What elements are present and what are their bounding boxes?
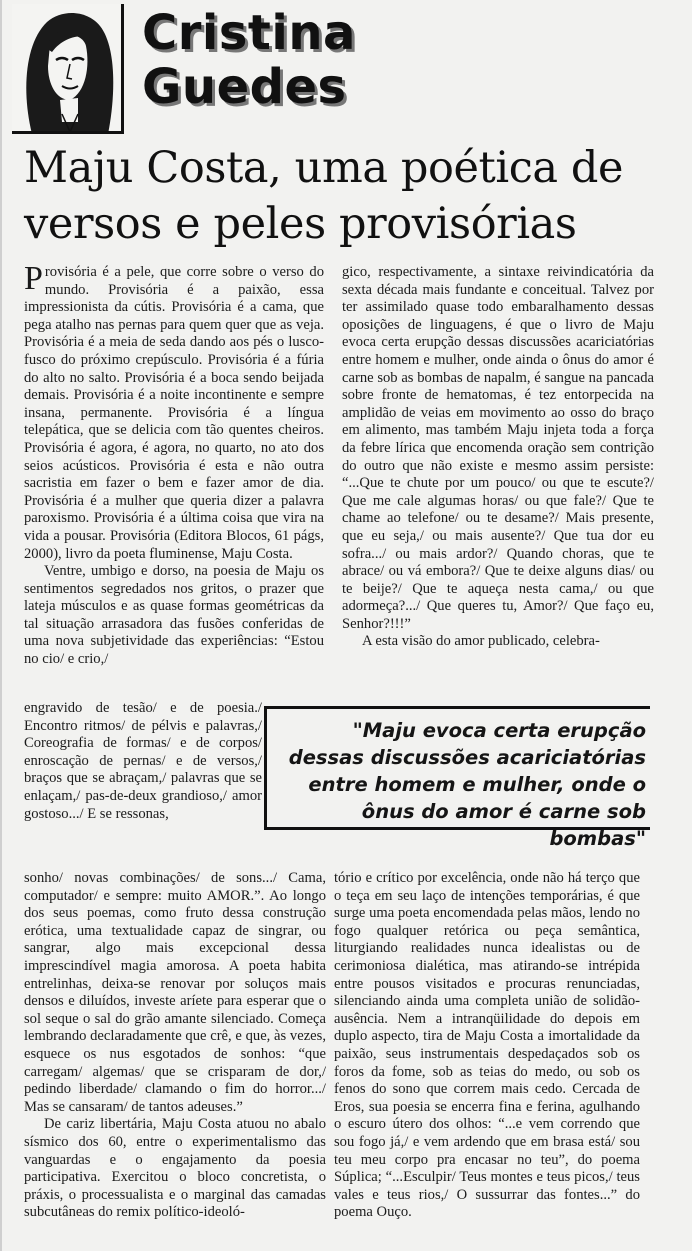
- columnist-name: [142, 6, 442, 114]
- article-column-right: [342, 264, 654, 702]
- paragraph-1: [24, 260, 324, 563]
- article-column-left-bottom: [24, 870, 326, 1250]
- paragraph-2: Ventre, umbigo e dorso, na poesia de Maju os sentimentos segredados nos gritos, o prazer que lateja músculos e as quase formas geométricas da tal situação arrasadora das fusões conferidas de uma nova subjetividade das experiências: “Estou no cio/ e crio,/: [24, 563, 324, 668]
- paragraph-3: De cariz libertária, Maju Costa atuou no abalo sísmico dos 60, entre o experimentalismo das vanguardas e o engajamento da poesia participativa. Exercitou o bloco concretista, o práxis, o processualista e o marginal das camadas subcutâneas do remix político-ideoló-: [24, 1116, 326, 1221]
- paragraph-2-continued: engravido de tesão/ e de poesia./ Encontro ritmos/ de pélvis e palavras,/ Coreografia de formas/ e de corpos/ enroscação de pernas/ e de versos,/ braços que se abraçam,/ palavras que se enlaçam,/ pas-de-deux grandioso,/ amor gostoso.../ E se ressonas,: [24, 700, 262, 822]
- drop-cap: P: [24, 260, 43, 297]
- paragraph-3-continued: gico, respectivamente, a sintaxe reivindicatória da sexta década mais fundante e conceitual. Talvez por ter assimilado quase todo embaralhamento dessas oposições de linguagens, é que o livro de Maju evoca certa erupção dessas discussões acariciatórias entre homem e mulher, onde ainda o ônus do amor é carne sob as bombas de napalm, é sangue na pancada sobre fronte de hematomas, é tez entorpecida na amplidão de veias em movimento ao osso do braço em alimento, mas também Maju injeta toda a força da febre lírica que encomenda oração sem contrição do outro que não existe e mesmo assim persiste: “...Que te chute por um pouco/ ou que te escute?/ Que me cale algumas horas/ ou que fale?/ Que te chame ao telefone/ ou te desame?/ Mais presente, que eu seja,/ ou mais ausente?/ Que tua dor eu sofra.../ ou mais ardor?/ Quando choras, que te abrace/ ou vá embora?/ Que te deixe alguns dias/ ou te beije?/ Que te aqueça nesta cama,/ ou que adormeça?.../ Que queres tu, Amor?/ Que faço eu, Senhor?!!!”: [342, 264, 654, 632]
- columnist-last-name: Guedes: [142, 59, 347, 115]
- article-column-right-bottom: [334, 870, 640, 1250]
- article-column-left-wrap: [24, 700, 262, 872]
- headline-line-2: versos e peles provisórias: [24, 199, 577, 249]
- pull-quote: "Maju evoca certa erupção dessas discussões acariciatórias entre homem e mulher, onde o ônus do amor é carne sob bombas": [264, 706, 650, 830]
- paragraph-4: A esta visão do amor publicado, celebra-: [362, 633, 600, 650]
- paragraph-1-text: rovisória é a pele, que corre sobre o verso do mundo. Provisória é a paixão, essa impressionista da cútis. Provisória é a cama, que pega atalho nas pernas para quem quer que as veja. Provisória é a meia de seda dando aos pés o lusco-fusco do próximo crepúsculo. Provisória é a fúria do alto no salto. Provisória é a boca sendo beijada demais. Provisória é a noite incontinente e sempre insana, permanente. Provisória é a língua telepática, que se delicia com tão quentes cheiros. Provisória é agora, é agora, no quarto, no ato dos seios acústicos. Provisória é esta e não outra sacristia em fazer o bem e fazer amor de dia. Provisória é a mulher que queria dizer a palavra paroxismo. Provisória é a última coisa que vira na vida a pousar. Provisória (Editora Blocos, 61 págs, 2000), livro da poeta fluminense, Maju Costa.: [24, 264, 324, 562]
- article-column-left: [24, 260, 324, 704]
- paragraph-4-continued: tório e crítico por excelência, onde não há terço que o teça em seu laço de intenções temporárias, é que surge uma poeta encomendada pelas mãos, lendo no fogo qualquer retórica ou peça semântica, liturgiando realidades nunca idealistas ou de cerimoniosa dialética, mas atirando-se intrépida entre pousos visitados e procuras renunciadas, silenciando ainda uma completa união de solidão-ausência. Nem a intranqüilidade do depois em duplo aspecto, tira de Maju Costa a imortalidade da paixão, seus instrumentais despedaçados sob os foros da fome, sob as teias do medo, ou sob os fenos do sono que correm mais cedo. Cercada de Eros, sua poesia se encerra fina e ferina, agulhando o escuro útero dos olhos: “...e vem correndo que sou fogo já,/ e vem ardendo que em brasa está/ sou teu meu corpo pra encasar no teu”, do poema Súplica; “...Esculpir/ Teus montes e teus picos,/ teus vales e teus rios,/ O sussurrar das fontes...” do poema Ouço.: [334, 870, 640, 1221]
- paragraph-2-end: sonho/ novas combinações/ de sons.../ Cama, computador/ e sempre: muito AMOR.”. Ao longo dos seus poemas, como fruto dessa construção erótica, uma textualidade capaz de singrar, ou sangrar, algo mais excepcional dessa imprescindível magia amorosa. A poeta habita entrelinhas, deixa-se renovar por soluços mais densos e diluídos, investe aríete para esperar que o sol seque o sal do grão amante silenciado. Começa lembrando declaradamente que crê, e que, às vezes, esquece os nus esgotados de sonhos: “que carregam/ algemas/ que se crisparam de dor,/ pedindo liberdade/ clamando o fim do horror.../ Mas se cansaram/ de tantos adeuses.”: [24, 870, 326, 1115]
- headline-line-1: Maju Costa, uma poética de: [24, 143, 624, 193]
- columnist-portrait: [12, 4, 124, 134]
- headline: [24, 140, 684, 252]
- columnist-first-name: Cristina: [142, 5, 356, 61]
- portrait-illustration: [12, 4, 124, 134]
